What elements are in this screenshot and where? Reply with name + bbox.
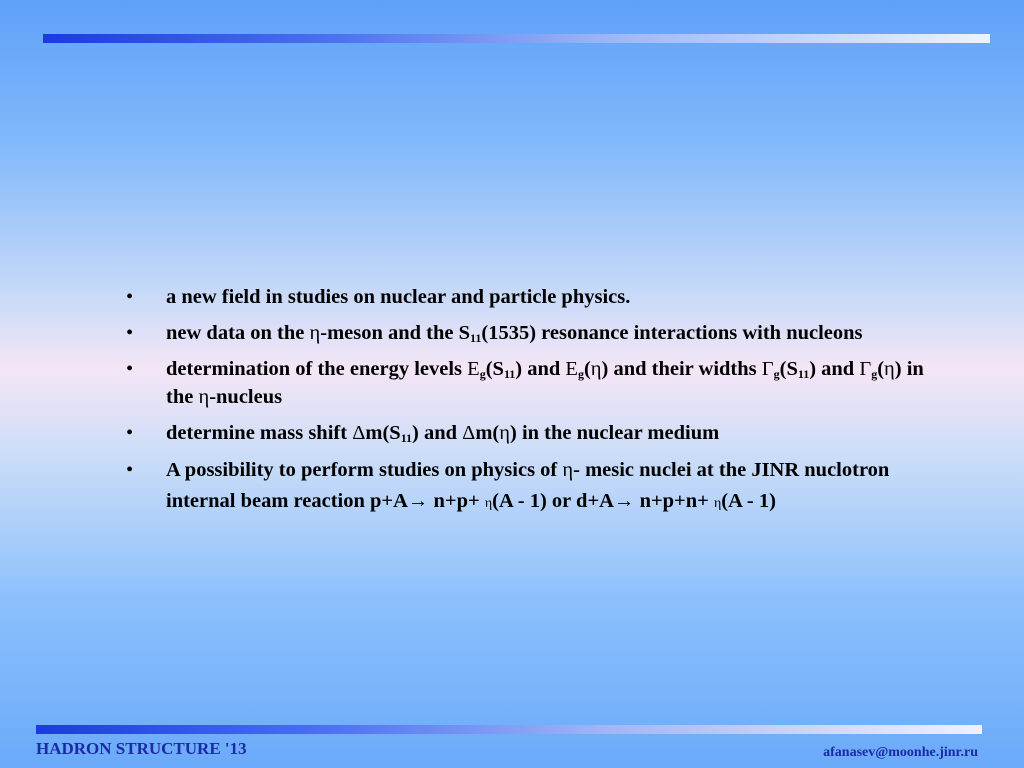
subscript: g <box>577 367 584 381</box>
bullet-text: (1535) resonance interactions with nucleons <box>481 322 863 344</box>
bullet-text: -meson and the S <box>320 322 471 344</box>
eta-symbol: η <box>499 422 510 444</box>
bullet-text: n+p+n+ <box>634 490 714 512</box>
bullet-text: (S <box>485 358 504 380</box>
subscript: g <box>479 367 486 381</box>
arrow-icon: → <box>613 490 635 512</box>
bullet-list <box>126 283 926 527</box>
gamma-symbol: Γ <box>761 358 774 380</box>
delta-symbol: Δ <box>352 422 366 444</box>
eta-symbol: η <box>884 358 895 380</box>
bullet-text: new data on the <box>166 322 310 344</box>
energy-symbol: E <box>467 358 480 380</box>
bottom-decorative-bar <box>36 725 982 734</box>
eta-symbol: η <box>484 496 493 511</box>
footer-email: afanasev@moonhe.jinr.ru <box>823 745 978 760</box>
bullet-text: determination of the energy levels <box>166 358 468 380</box>
bullet-text: ) and <box>412 422 463 444</box>
bullet-text: ( <box>877 358 885 380</box>
subscript: 11 <box>503 367 516 381</box>
bullet-text: m( <box>475 422 500 444</box>
gamma-symbol: Γ <box>859 358 872 380</box>
eta-symbol: η <box>713 496 722 511</box>
bullet-item-1 <box>126 283 926 311</box>
bullet-text: ) and <box>515 358 566 380</box>
bullet-marker: • <box>126 459 134 481</box>
bullet-text: ) and their widths <box>601 358 762 380</box>
bullet-text: - mesic nuclei at the JINR nuclotron internal beam reaction p+A <box>166 459 890 512</box>
top-decorative-bar <box>43 34 990 43</box>
subscript: g <box>871 367 878 381</box>
bullet-text: (S <box>779 358 798 380</box>
bullet-item-5 <box>126 455 926 519</box>
bullet-text: a new field in studies on nuclear and particle physics. <box>166 286 631 308</box>
delta-symbol: Δ <box>462 422 476 444</box>
bullet-text: (A - 1) or d+A <box>492 490 614 512</box>
subscript: 11 <box>400 431 413 445</box>
subscript: g <box>773 367 780 381</box>
bullet-item-2 <box>126 319 926 347</box>
bullet-marker: • <box>126 358 134 380</box>
bullet-text: m(S <box>365 422 401 444</box>
eta-symbol: η <box>198 386 210 408</box>
subscript: 11 <box>797 367 810 381</box>
eta-symbol: η <box>309 322 321 344</box>
subscript: 11 <box>470 331 482 345</box>
bullet-text: A possibility to perform studies on physics of <box>166 459 563 481</box>
bullet-text: n+p+ <box>428 490 485 512</box>
bullet-marker: • <box>126 286 134 308</box>
bullet-text: ) in the <box>166 358 924 408</box>
eta-symbol: η <box>562 459 574 481</box>
bullet-text: ) in the nuclear medium <box>510 422 720 444</box>
bullet-item-4 <box>126 419 926 447</box>
bullet-marker: • <box>126 422 134 444</box>
bullet-text: (A - 1) <box>721 490 776 512</box>
bullet-text: determine mass shift <box>166 422 353 444</box>
energy-symbol: E <box>565 358 578 380</box>
bullet-text: ) and <box>809 358 860 380</box>
bullet-text: ( <box>583 358 591 380</box>
bullet-marker: • <box>126 322 134 344</box>
arrow-icon: → <box>407 490 429 512</box>
eta-symbol: η <box>590 358 602 380</box>
bullet-text: -nucleus <box>209 386 283 408</box>
bullet-item-3 <box>126 355 926 411</box>
footer-title: HADRON STRUCTURE '13 <box>36 739 247 758</box>
